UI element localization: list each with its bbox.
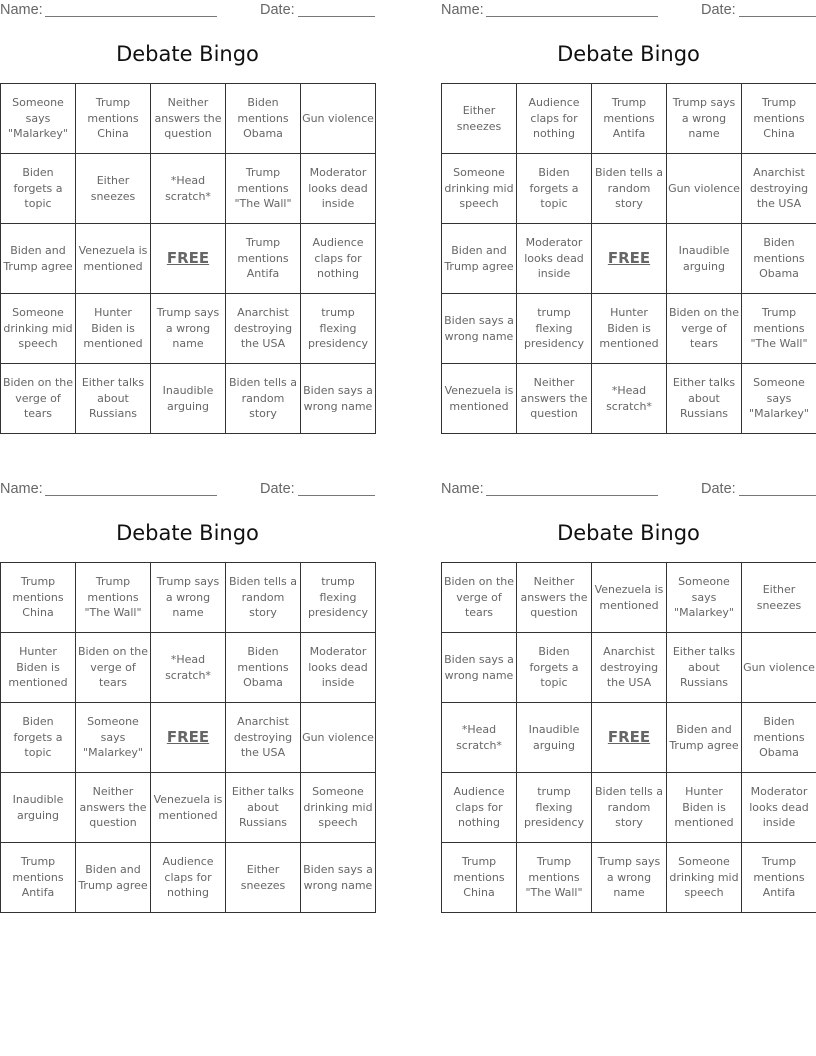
- grid-row: [1, 294, 376, 364]
- grid-row: [442, 224, 816, 294]
- name-blank-line[interactable]: [45, 16, 217, 17]
- bingo-grid: [0, 83, 376, 434]
- bingo-cell[interactable]: Biden and Trump agree: [1, 224, 76, 294]
- free-cell[interactable]: FREE: [151, 703, 226, 773]
- date-blank-line[interactable]: [298, 495, 375, 496]
- date-blank-line[interactable]: [739, 495, 816, 496]
- bingo-cell[interactable]: Trump mentions Antifa: [742, 843, 816, 913]
- free-cell[interactable]: FREE: [592, 224, 667, 294]
- bingo-cell[interactable]: Biden and Trump agree: [667, 703, 742, 773]
- name-date-row: [0, 481, 375, 499]
- bingo-cell[interactable]: Audience claps for nothing: [517, 84, 592, 154]
- date-blank-line[interactable]: [739, 16, 816, 17]
- bingo-cell[interactable]: Trump mentions "The Wall": [517, 843, 592, 913]
- card-title: Debate Bingo: [116, 521, 259, 545]
- bingo-cell[interactable]: Someone says "Malarkey": [667, 563, 742, 633]
- name-blank-line[interactable]: [45, 495, 217, 496]
- bingo-cell[interactable]: Biden on the verge of tears: [1, 364, 76, 434]
- bingo-cell[interactable]: Venezuela is mentioned: [442, 364, 517, 434]
- bingo-cell[interactable]: *Head scratch*: [151, 633, 226, 703]
- bingo-cell[interactable]: Moderator looks dead inside: [517, 224, 592, 294]
- date-label: Date:: [260, 2, 295, 18]
- bingo-cell[interactable]: Venezuela is mentioned: [151, 773, 226, 843]
- bingo-cell[interactable]: Audience claps for nothing: [151, 843, 226, 913]
- bingo-cell[interactable]: Anarchist destroying the USA: [226, 294, 301, 364]
- grid-row: [1, 84, 376, 154]
- grid-row: [1, 773, 376, 843]
- date-label: Date:: [701, 2, 736, 18]
- name-label: Name:: [441, 481, 484, 497]
- free-cell[interactable]: FREE: [592, 703, 667, 773]
- bingo-cell[interactable]: Either sneezes: [742, 563, 816, 633]
- bingo-cell[interactable]: Anarchist destroying the USA: [592, 633, 667, 703]
- bingo-cell[interactable]: Someone drinking mid speech: [667, 843, 742, 913]
- bingo-cell[interactable]: Either talks about Russians: [226, 773, 301, 843]
- bingo-cell[interactable]: Gun violence: [301, 84, 376, 154]
- bingo-cell[interactable]: Trump mentions Antifa: [226, 224, 301, 294]
- grid-row: [442, 773, 816, 843]
- bingo-cell[interactable]: Neither answers the question: [517, 364, 592, 434]
- date-blank-line[interactable]: [298, 16, 375, 17]
- bingo-cell[interactable]: Biden forgets a topic: [1, 154, 76, 224]
- bingo-cell[interactable]: Inaudible arguing: [667, 224, 742, 294]
- grid-row: [442, 84, 816, 154]
- bingo-cell[interactable]: Gun violence: [301, 703, 376, 773]
- bingo-cell[interactable]: Gun violence: [667, 154, 742, 224]
- bingo-cell[interactable]: Gun violence: [742, 633, 816, 703]
- bingo-cell[interactable]: Either sneezes: [226, 843, 301, 913]
- bingo-cell[interactable]: *Head scratch*: [151, 154, 226, 224]
- bingo-cell[interactable]: trump flexing presidency: [517, 773, 592, 843]
- bingo-cell[interactable]: Someone says "Malarkey": [76, 703, 151, 773]
- bingo-cell[interactable]: Someone drinking mid speech: [1, 294, 76, 364]
- bingo-cell[interactable]: Biden tells a random story: [226, 563, 301, 633]
- grid-row: [1, 364, 376, 434]
- name-date-row: [0, 2, 375, 20]
- bingo-cell[interactable]: Hunter Biden is mentioned: [76, 294, 151, 364]
- grid-row: [442, 633, 816, 703]
- bingo-cell[interactable]: Neither answers the question: [151, 84, 226, 154]
- bingo-cell[interactable]: trump flexing presidency: [301, 563, 376, 633]
- grid-row: [1, 633, 376, 703]
- bingo-cell[interactable]: Trump says a wrong name: [592, 843, 667, 913]
- bingo-cell[interactable]: Either talks about Russians: [76, 364, 151, 434]
- grid-row: [1, 843, 376, 913]
- bingo-cell[interactable]: Either talks about Russians: [667, 633, 742, 703]
- bingo-cell[interactable]: Neither answers the question: [76, 773, 151, 843]
- grid-row: [1, 703, 376, 773]
- bingo-cell[interactable]: Someone drinking mid speech: [301, 773, 376, 843]
- bingo-cell[interactable]: Trump mentions China: [1, 563, 76, 633]
- bingo-cell[interactable]: Biden says a wrong name: [301, 843, 376, 913]
- bingo-cell[interactable]: Trump says a wrong name: [151, 294, 226, 364]
- card-title: Debate Bingo: [557, 42, 700, 66]
- bingo-cell[interactable]: Trump mentions "The Wall": [742, 294, 816, 364]
- name-blank-line[interactable]: [486, 495, 658, 496]
- card-title: Debate Bingo: [557, 521, 700, 545]
- grid-row: [1, 563, 376, 633]
- bingo-cell[interactable]: Inaudible arguing: [151, 364, 226, 434]
- bingo-cell[interactable]: Biden tells a random story: [592, 773, 667, 843]
- grid-row: [442, 843, 816, 913]
- bingo-cell[interactable]: Biden on the verge of tears: [76, 633, 151, 703]
- date-label: Date:: [701, 481, 736, 497]
- bingo-cell[interactable]: *Head scratch*: [442, 703, 517, 773]
- bingo-cell[interactable]: Anarchist destroying the USA: [226, 703, 301, 773]
- bingo-grid: [0, 562, 376, 913]
- bingo-cell[interactable]: Trump says a wrong name: [151, 563, 226, 633]
- bingo-cell[interactable]: Trump mentions China: [76, 84, 151, 154]
- bingo-cell[interactable]: Trump mentions Antifa: [1, 843, 76, 913]
- name-date-row: [441, 481, 816, 499]
- grid-row: [442, 154, 816, 224]
- bingo-cell[interactable]: Trump mentions "The Wall": [226, 154, 301, 224]
- bingo-cell[interactable]: Biden mentions Obama: [226, 633, 301, 703]
- bingo-cell[interactable]: Trump mentions Antifa: [592, 84, 667, 154]
- bingo-cell[interactable]: Either sneezes: [76, 154, 151, 224]
- bingo-cell[interactable]: Biden tells a random story: [226, 364, 301, 434]
- bingo-cell[interactable]: Biden says a wrong name: [301, 364, 376, 434]
- bingo-cell[interactable]: Trump mentions China: [442, 843, 517, 913]
- grid-row: [442, 563, 816, 633]
- bingo-cell[interactable]: Biden tells a random story: [592, 154, 667, 224]
- bingo-cell[interactable]: Biden and Trump agree: [76, 843, 151, 913]
- date-label: Date:: [260, 481, 295, 497]
- bingo-cell[interactable]: Venezuela is mentioned: [592, 563, 667, 633]
- bingo-cell[interactable]: Trump says a wrong name: [667, 84, 742, 154]
- bingo-cell[interactable]: Someone says "Malarkey": [1, 84, 76, 154]
- bingo-cell[interactable]: Neither answers the question: [517, 563, 592, 633]
- bingo-cell[interactable]: Hunter Biden is mentioned: [667, 773, 742, 843]
- bingo-cell[interactable]: Someone drinking mid speech: [442, 154, 517, 224]
- bingo-cell[interactable]: Biden on the verge of tears: [442, 563, 517, 633]
- bingo-cell[interactable]: Someone says "Malarkey": [742, 364, 816, 434]
- bingo-cell[interactable]: Venezuela is mentioned: [76, 224, 151, 294]
- name-label: Name:: [0, 2, 43, 18]
- bingo-cell[interactable]: Audience claps for nothing: [301, 224, 376, 294]
- bingo-cell[interactable]: Biden says a wrong name: [442, 294, 517, 364]
- grid-row: [442, 364, 816, 434]
- bingo-cell[interactable]: Hunter Biden is mentioned: [1, 633, 76, 703]
- bingo-cell[interactable]: Either sneezes: [442, 84, 517, 154]
- bingo-cell[interactable]: *Head scratch*: [592, 364, 667, 434]
- grid-row: [1, 154, 376, 224]
- bingo-cell[interactable]: Moderator looks dead inside: [742, 773, 816, 843]
- bingo-cell[interactable]: Inaudible arguing: [1, 773, 76, 843]
- bingo-cell[interactable]: Biden mentions Obama: [742, 703, 816, 773]
- bingo-cell[interactable]: Biden mentions Obama: [226, 84, 301, 154]
- grid-row: [442, 294, 816, 364]
- card-title: Debate Bingo: [116, 42, 259, 66]
- grid-row: [1, 224, 376, 294]
- bingo-cell[interactable]: Biden on the verge of tears: [667, 294, 742, 364]
- grid-row: [442, 703, 816, 773]
- bingo-cell[interactable]: Moderator looks dead inside: [301, 633, 376, 703]
- bingo-cell[interactable]: Biden mentions Obama: [742, 224, 816, 294]
- bingo-cell[interactable]: Trump mentions "The Wall": [76, 563, 151, 633]
- bingo-cell[interactable]: Anarchist destroying the USA: [742, 154, 816, 224]
- bingo-cell[interactable]: Hunter Biden is mentioned: [592, 294, 667, 364]
- name-label: Name:: [441, 2, 484, 18]
- bingo-cell[interactable]: Biden forgets a topic: [517, 154, 592, 224]
- bingo-cell[interactable]: Trump mentions China: [742, 84, 816, 154]
- bingo-cell[interactable]: trump flexing presidency: [517, 294, 592, 364]
- bingo-cell[interactable]: Moderator looks dead inside: [301, 154, 376, 224]
- bingo-cell[interactable]: Either talks about Russians: [667, 364, 742, 434]
- bingo-grid: [441, 83, 816, 434]
- bingo-cell[interactable]: Biden says a wrong name: [442, 633, 517, 703]
- name-label: Name:: [0, 481, 43, 497]
- bingo-cell[interactable]: Inaudible arguing: [517, 703, 592, 773]
- name-date-row: [441, 2, 816, 20]
- bingo-cell[interactable]: Audience claps for nothing: [442, 773, 517, 843]
- bingo-cell[interactable]: Biden forgets a topic: [1, 703, 76, 773]
- bingo-cell[interactable]: trump flexing presidency: [301, 294, 376, 364]
- bingo-grid: [441, 562, 816, 913]
- bingo-cell[interactable]: Biden forgets a topic: [517, 633, 592, 703]
- bingo-cell[interactable]: Biden and Trump agree: [442, 224, 517, 294]
- free-cell[interactable]: FREE: [151, 224, 226, 294]
- name-blank-line[interactable]: [486, 16, 658, 17]
